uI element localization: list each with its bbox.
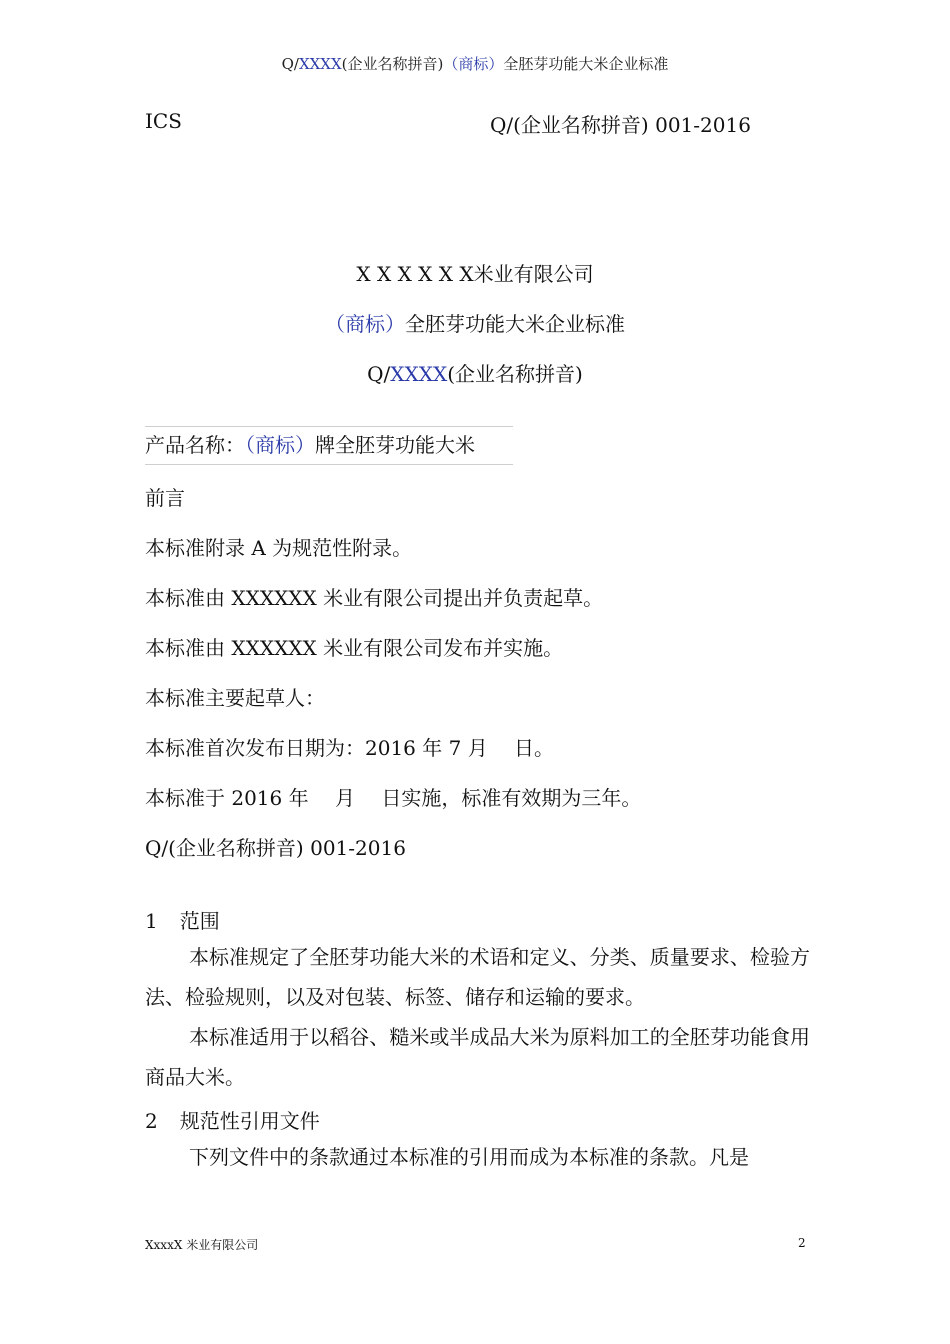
company-title: X X X X X X米业有限公司 xyxy=(356,262,594,286)
footer-company: XxxxX 米业有限公司 xyxy=(145,1238,259,1252)
section1-paragraph: 本标准规定了全胚芽功能大米的术语和定义、分类、质量要求、检验方法、检验规则，以及对包装、标签、储存和运输的要求。 xyxy=(145,945,810,1009)
title-brand: （商标） xyxy=(325,312,405,336)
foreword-line: 本标准由 XXXXXX 米业有限公司提出并负责起草。 xyxy=(145,586,604,610)
standard-title: （商标）全胚芽功能大米企业标准 xyxy=(325,312,625,336)
section1-paragraph: 本标准适用于以稻谷、糙米或半成品大米为原料加工的全胚芽功能食用商品大米。 xyxy=(145,1025,810,1089)
ics-label: ICS xyxy=(145,109,182,133)
foreword-line: 本标准于 2016 年 月 日实施，标准有效期为三年。 xyxy=(145,786,642,810)
running-header: Q/XXXX(企业名称拼音)（商标）全胚芽功能大米企业标准 xyxy=(281,55,669,73)
header-code: XXXX xyxy=(298,55,342,73)
foreword-line: Q/(企业名称拼音) 001-2016 xyxy=(145,836,406,860)
product-name: 产品名称：（商标）牌全胚芽功能大米 xyxy=(145,426,513,465)
foreword-line: 本标准首次发布日期为：2016 年 7 月 日。 xyxy=(145,736,555,760)
foreword-heading: 前言 xyxy=(145,486,185,510)
foreword-line: 本标准附录 A 为规范性附录。 xyxy=(145,536,413,560)
section2-paragraph: 下列文件中的条款通过本标准的引用而成为本标准的条款。凡是 xyxy=(189,1145,749,1169)
section1-heading: 1 范围 xyxy=(145,909,220,933)
section2-heading: 2 规范性引用文件 xyxy=(145,1109,320,1133)
standard-number: Q/(企业名称拼音) 001-2016 xyxy=(490,113,751,137)
standard-code: Q/XXXX(企业名称拼音) xyxy=(367,362,583,386)
page-number: 2 xyxy=(798,1236,806,1250)
header-brand: （商标） xyxy=(443,55,504,73)
foreword-line: 本标准主要起草人： xyxy=(145,686,325,710)
foreword-line: 本标准由 XXXXXX 米业有限公司发布并实施。 xyxy=(145,636,564,660)
